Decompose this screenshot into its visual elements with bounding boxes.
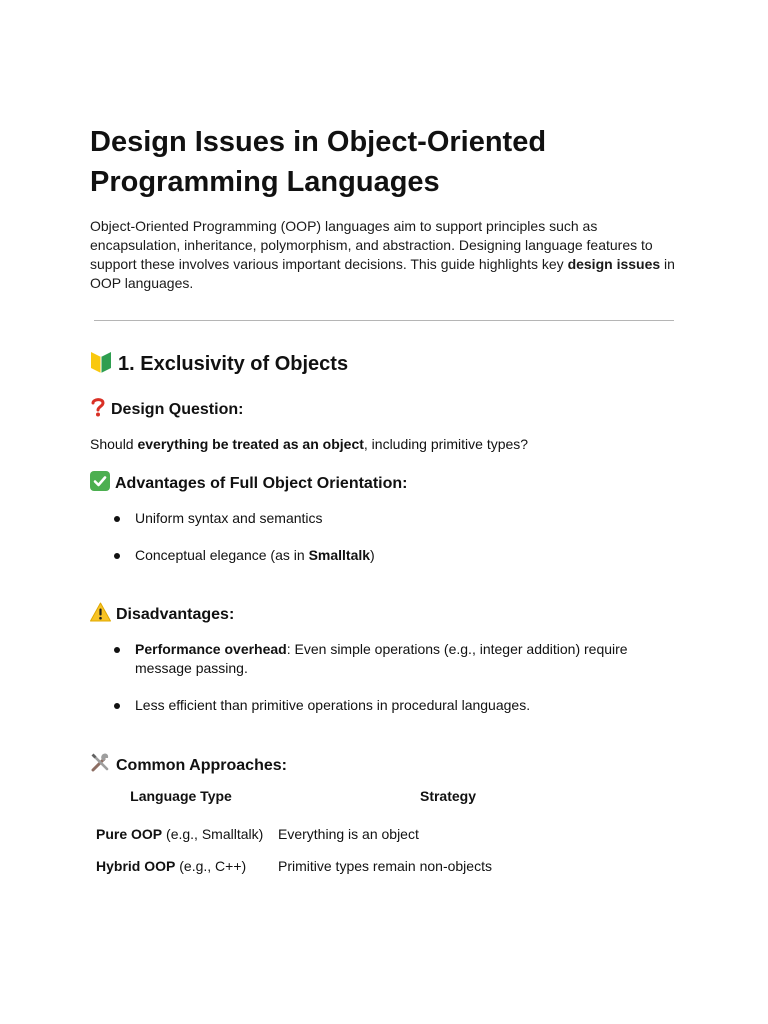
page-title: Design Issues in Object-Oriented Programming Languages: [90, 126, 547, 198]
bullet-marker: [114, 516, 120, 522]
intro-bold-text: design issues: [567, 256, 661, 272]
disadvantages-heading-text: Disadvantages:: [116, 606, 235, 623]
language-type-bold: Pure OOP: [96, 826, 163, 842]
common-approaches-heading-text: Common Approaches:: [116, 757, 287, 774]
list-item: [90, 640, 680, 678]
table-row: [90, 850, 624, 882]
tools-icon: [90, 752, 111, 780]
question-text-start: Should: [90, 436, 138, 452]
design-question-heading: [90, 397, 243, 424]
check-mark-icon: [90, 471, 110, 498]
language-type-bold: Hybrid OOP: [96, 858, 176, 874]
section-heading-text: 1. Exclusivity of Objects: [118, 353, 349, 375]
list-item-text: : Even simple operations (e.g., integer addition) require message passing.: [135, 641, 628, 676]
language-type-example: (e.g., Smalltalk): [162, 826, 264, 842]
language-type-example: (e.g., C++): [175, 858, 247, 874]
column-header-language-type: Language Type: [130, 788, 232, 804]
advantages-list: [90, 509, 680, 565]
list-item-text: Uniform syntax and semantics: [135, 510, 323, 526]
intro-text-end: in OOP languages.: [90, 256, 675, 291]
section-heading-exclusivity: [90, 350, 348, 382]
bullet-marker: [114, 553, 120, 559]
list-item: [90, 696, 680, 715]
list-item-text: Less efficient than primitive operations in procedural languages.: [135, 697, 531, 713]
language-type-cell: [90, 850, 272, 882]
list-item-text: Conceptual elegance (as in: [135, 547, 309, 563]
list-item-bold: Smalltalk: [308, 547, 371, 563]
disadvantages-heading: [90, 602, 234, 629]
warning-icon: [90, 602, 111, 629]
bullet-marker: [114, 703, 120, 709]
design-question-text: [90, 435, 528, 454]
list-item-bold: Performance overhead: [135, 641, 287, 657]
table-header-row: [90, 785, 624, 818]
intro-paragraph: [90, 217, 680, 293]
horizontal-divider: [94, 320, 674, 321]
list-item: [90, 509, 680, 528]
advantages-heading: [90, 471, 407, 498]
question-mark-icon: [90, 397, 106, 424]
language-type-cell: [90, 818, 272, 850]
question-text-bold: everything be treated as an object: [137, 436, 364, 452]
beginner-symbol-icon: [90, 350, 112, 382]
column-header-strategy: Strategy: [419, 788, 477, 804]
bullet-marker: [114, 647, 120, 653]
strategy-cell: Primitive types remain non-objects: [278, 858, 492, 874]
disadvantages-list: [90, 640, 680, 715]
design-question-heading-text: Design Question:: [111, 401, 244, 418]
common-approaches-heading: [90, 752, 287, 780]
advantages-heading-text: Advantages of Full Object Orientation:: [115, 475, 408, 492]
approaches-table: [90, 785, 624, 882]
question-text-end: , including primitive types?: [363, 436, 529, 452]
intro-text: Object-Oriented Programming (OOP) languages aim to support principles such as encapsulation, inheritance, polymorphism, and abstraction. Designing language features to support these involves various important decisions. This guide highlights key: [90, 218, 653, 272]
table-row: [90, 818, 624, 850]
list-item: [90, 546, 680, 565]
list-item-text-end: ): [370, 547, 375, 563]
strategy-cell: Everything is an object: [278, 826, 419, 842]
